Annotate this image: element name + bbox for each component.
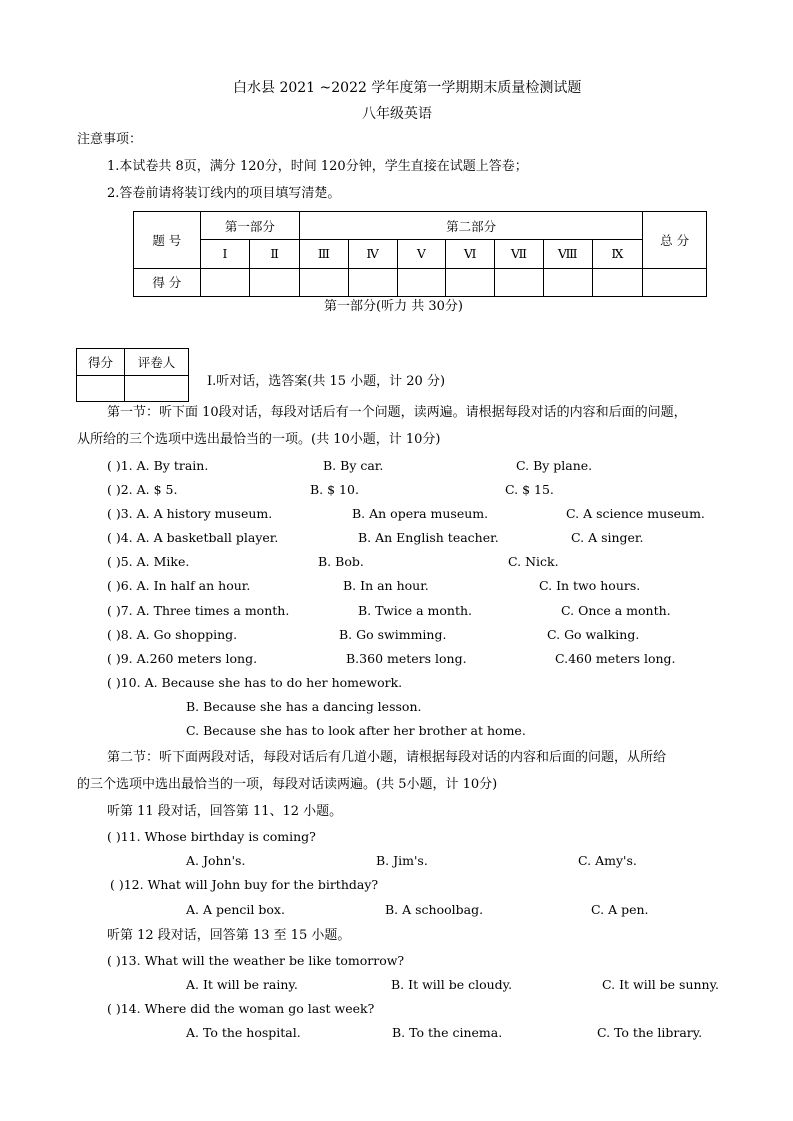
score-cell-9[interactable] — [592, 268, 643, 296]
question-9: ( )9. A.260 meters long. — [107, 651, 258, 666]
question-13-option-b: B. It will be cloudy. — [391, 977, 513, 992]
score-table-label-score: 得 分 — [134, 268, 201, 296]
question-2-option-c: C. $ 15. — [505, 482, 554, 497]
score-col-3: Ⅲ — [300, 240, 349, 268]
question-14-option-a: A. To the hospital. — [186, 1025, 301, 1040]
question-11: ( )11. Whose birthday is coming? — [107, 829, 316, 844]
score-cell-8[interactable] — [543, 268, 592, 296]
question-7-option-c: C. Once a month. — [561, 603, 671, 618]
grader-name-cell[interactable] — [125, 375, 189, 402]
question-6: ( )6. A. In half an hour. — [107, 578, 251, 593]
question-7-option-b: B. Twice a month. — [358, 603, 472, 618]
question-3: ( )3. A. A history museum. — [107, 506, 273, 521]
question-10-option-c: C. Because she has to look after her brother at home. — [186, 723, 526, 738]
question-5-option-b: B. Bob. — [318, 554, 364, 569]
question-10: ( )10. A. Because she has to do her homework. — [107, 675, 403, 690]
question-14-option-c: C. To the library. — [597, 1025, 703, 1040]
question-13: ( )13. What will the weather be like tomorrow? — [107, 953, 405, 968]
question-9-option-c: C.460 meters long. — [555, 651, 676, 666]
note-item-2: 2.答卷前请将装订线内的项目填写清楚。 — [107, 186, 341, 201]
question-13-option-a: A. It will be rainy. — [186, 977, 298, 992]
score-cell-total[interactable] — [643, 268, 707, 296]
score-cell-6[interactable] — [446, 268, 495, 296]
question-4: ( )4. A. A basketball player. — [107, 530, 279, 545]
score-table-label-number: 题 号 — [134, 212, 201, 269]
score-table — [133, 211, 707, 297]
notes-heading: 注意事项： — [77, 132, 143, 147]
score-col-8: Ⅷ — [543, 240, 592, 268]
question-6-option-c: C. In two hours. — [539, 578, 641, 593]
score-col-9: Ⅸ — [592, 240, 643, 268]
score-cell-3[interactable] — [300, 268, 349, 296]
score-cell-4[interactable] — [348, 268, 397, 296]
score-col-7: Ⅶ — [495, 240, 544, 268]
score-col-1: Ⅰ — [200, 240, 250, 268]
grader-score-label: 得分 — [77, 349, 125, 376]
question-5: ( )5. A. Mike. — [107, 554, 190, 569]
question-12-option-a: A. A pencil box. — [186, 902, 285, 917]
question-1-option-c: C. By plane. — [516, 458, 593, 473]
question-1: ( )1. A. By train. — [107, 458, 209, 473]
question-11-option-c: C. Amy's. — [578, 853, 637, 868]
note-item-1: 1.本试卷共 8页，满分 120分，时间 120分钟，学生直接在试题上答卷； — [107, 159, 528, 174]
section1-intro-line2: 从所给的三个选项中选出最恰当的一项。(共 10小题，计 10分) — [77, 432, 441, 447]
question-3-option-b: B. An opera museum. — [352, 506, 489, 521]
question-8-option-b: B. Go swimming. — [339, 627, 447, 642]
section1-heading: Ⅰ.听对话，选答案(共 15 小题，计 20 分) — [207, 374, 446, 389]
question-12-option-b: B. A schoolbag. — [385, 902, 484, 917]
question-1-option-b: B. By car. — [323, 458, 384, 473]
section2-intro-line1: 第二节：听下面两段对话，每段对话后有几道小题，请根据每段对话的内容和后面的问题，从所给 — [107, 750, 667, 765]
exam-subtitle: 八年级英语 — [362, 106, 432, 122]
score-cell-1[interactable] — [200, 268, 250, 296]
question-6-option-b: B. In an hour. — [343, 578, 429, 593]
question-8-option-c: C. Go walking. — [547, 627, 640, 642]
section2-intro-line2: 的三个选项中选出最恰当的一项，每段对话读两遍。(共 5小题，计 10分) — [77, 777, 498, 792]
question-10-option-b: B. Because she has a dancing lesson. — [186, 699, 422, 714]
question-2: ( )2. A. $ 5. — [107, 482, 178, 497]
score-col-2: Ⅱ — [250, 240, 300, 268]
grader-table — [76, 348, 189, 402]
question-13-option-c: C. It will be sunny. — [602, 977, 719, 992]
dialog-11-instruction: 听第 11 段对话，回答第 11、12 小题。 — [107, 804, 343, 819]
section1-intro-line1: 第一节：听下面 10段对话，每段对话后有一个问题，读两遍。请根据每段对话的内容和后面的问题， — [107, 405, 687, 420]
part-title: 第一部分(听力 共 30分) — [324, 299, 463, 314]
question-14: ( )14. Where did the woman go last week? — [107, 1001, 375, 1016]
question-4-option-b: B. An English teacher. — [358, 530, 499, 545]
grader-score-cell[interactable] — [77, 375, 125, 402]
question-2-option-b: B. $ 10. — [310, 482, 359, 497]
question-12-option-c: C. A pen. — [591, 902, 649, 917]
question-11-option-b: B. Jim's. — [376, 853, 428, 868]
score-table-part1: 第一部分 — [200, 212, 299, 240]
question-12: ( )12. What will John buy for the birthday? — [110, 877, 379, 892]
question-3-option-c: C. A science museum. — [566, 506, 705, 521]
grader-name-label: 评卷人 — [125, 349, 189, 376]
score-col-6: Ⅵ — [446, 240, 495, 268]
score-table-total: 总 分 — [643, 212, 707, 269]
score-col-5: Ⅴ — [397, 240, 446, 268]
score-cell-2[interactable] — [250, 268, 300, 296]
score-table-part2: 第二部分 — [300, 212, 643, 240]
question-14-option-b: B. To the cinema. — [392, 1025, 503, 1040]
question-11-option-a: A. John's. — [186, 853, 246, 868]
question-8: ( )8. A. Go shopping. — [107, 627, 238, 642]
question-9-option-b: B.360 meters long. — [346, 651, 467, 666]
dialog-12-instruction: 听第 12 段对话，回答第 13 至 15 小题。 — [107, 928, 351, 943]
score-col-4: Ⅳ — [348, 240, 397, 268]
question-5-option-c: C. Nick. — [508, 554, 559, 569]
exam-title: 白水县 2021 ~2022 学年度第一学期期末质量检测试题 — [233, 80, 582, 96]
score-cell-7[interactable] — [495, 268, 544, 296]
question-4-option-c: C. A singer. — [571, 530, 644, 545]
question-7: ( )7. A. Three times a month. — [107, 603, 290, 618]
score-cell-5[interactable] — [397, 268, 446, 296]
